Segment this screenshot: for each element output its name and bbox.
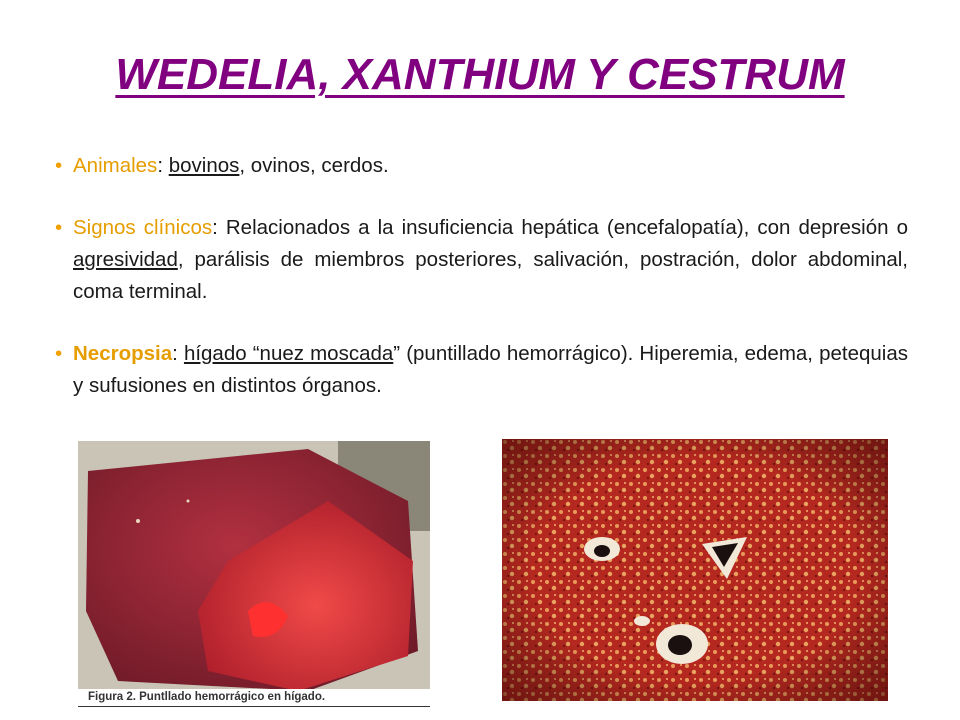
bullet-text: Relacionados a la insuficiencia hepática (encefalopatía), con depresión o bbox=[225, 216, 908, 239]
bullet-text: , parálisis de miembros posteriores, salivación, postración, dolor abdominal, coma terminal. bbox=[73, 248, 908, 303]
liver-photo-closeup-nutmeg bbox=[502, 439, 888, 701]
slide-title: WEDELIA, XANTHIUM Y CESTRUM bbox=[115, 50, 845, 99]
liver-photo-whole bbox=[78, 441, 430, 709]
bullet-separator: : bbox=[212, 216, 226, 239]
caption-underline bbox=[78, 706, 430, 707]
bullet-separator: : bbox=[157, 154, 169, 177]
bullet-text: agresividad bbox=[73, 248, 178, 271]
bullet-text: hígado “nuez moscada bbox=[183, 342, 394, 365]
bullet-label: Signos clínicos bbox=[73, 216, 213, 239]
bullet-separator: : bbox=[172, 342, 184, 365]
liver-photo-closeup-graphic bbox=[502, 439, 888, 701]
liver-photo-whole-graphic bbox=[78, 441, 430, 709]
bullet-text: , ovinos, cerdos. bbox=[239, 154, 389, 177]
bullet-label: Necropsia bbox=[73, 342, 173, 365]
bullet-list bbox=[60, 150, 908, 432]
bullet-signos bbox=[60, 212, 908, 308]
bullet-text: ” (puntillado hemorrágico). Hiperemia, edema, petequias y sufusiones en distintos órganos. bbox=[73, 342, 908, 397]
bullet-text: bovinos bbox=[168, 154, 240, 177]
bullet-animales bbox=[60, 150, 908, 182]
figure-caption: Figura 2. Puntllado hemorrágico en hígado. bbox=[88, 691, 326, 703]
bullet-label: Animales bbox=[73, 154, 158, 177]
bullet-necropsia bbox=[60, 338, 908, 402]
